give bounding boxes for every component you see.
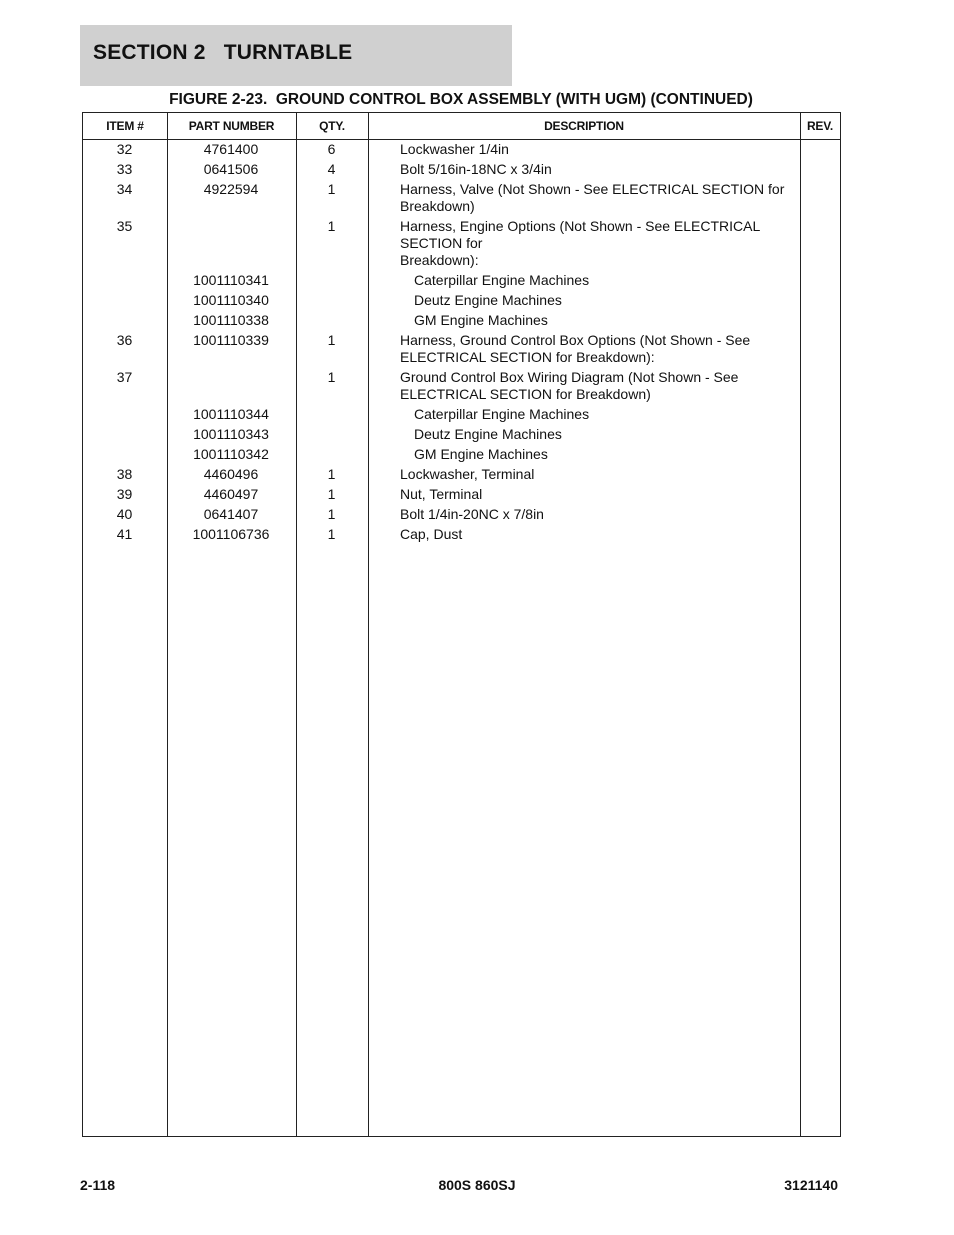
table-row	[83, 332, 840, 369]
description: Bolt 1/4in-20NC x 7/8in	[400, 506, 544, 522]
quantity: 1	[327, 332, 336, 348]
part-number: 1001110344	[193, 406, 269, 422]
part-number: 1001106736	[192, 526, 270, 542]
description: Deutz Engine Machines	[414, 292, 562, 308]
item-number: 36	[116, 332, 133, 348]
table-row	[83, 446, 840, 466]
table-row	[83, 181, 840, 218]
table-row	[83, 272, 840, 292]
figure-title: FIGURE 2-23. GROUND CONTROL BOX ASSEMBLY (WITH UGM) (CONTINUED)	[169, 91, 753, 108]
item-number: 37	[116, 369, 133, 385]
page-number: 2-118	[80, 1177, 116, 1193]
part-number: 4922594	[203, 181, 259, 197]
table-row	[83, 141, 840, 161]
description: Harness, Engine Options (Not Shown - See ELECTRICAL SECTION for Breakdown):	[400, 218, 761, 268]
item-number: 39	[116, 486, 133, 502]
description: Lockwasher, Terminal	[400, 466, 535, 482]
column-header-qty: QTY.	[319, 119, 345, 133]
quantity: 4	[327, 161, 336, 177]
quantity: 1	[327, 526, 336, 542]
column-header-item: ITEM #	[106, 119, 144, 133]
item-number: 35	[116, 218, 133, 234]
table-row	[83, 526, 840, 546]
part-number: 1001110342	[193, 446, 269, 462]
table-row	[83, 369, 840, 406]
part-number: 0641407	[203, 506, 259, 522]
table-row	[83, 406, 840, 426]
description: Caterpillar Engine Machines	[414, 406, 590, 422]
table-row	[83, 506, 840, 526]
description: Ground Control Box Wiring Diagram (Not Shown - See ELECTRICAL SECTION for Breakdown)	[400, 369, 739, 402]
description: Harness, Valve (Not Shown - See ELECTRICAL SECTION for Breakdown)	[400, 181, 785, 214]
part-number: 1001110339	[193, 332, 269, 348]
item-number: 32	[116, 141, 133, 157]
description: Cap, Dust	[400, 526, 463, 542]
description: Deutz Engine Machines	[414, 426, 562, 442]
quantity: 1	[327, 466, 336, 482]
quantity: 1	[327, 486, 336, 502]
table-row	[83, 292, 840, 312]
column-header-description: DESCRIPTION	[544, 119, 624, 133]
table-row	[83, 218, 840, 272]
table-row	[83, 486, 840, 506]
description: Nut, Terminal	[400, 486, 483, 502]
quantity: 1	[327, 218, 336, 234]
table-row	[83, 426, 840, 446]
table-row	[83, 161, 840, 181]
document-number: 3121140	[784, 1177, 838, 1193]
table-body	[83, 141, 840, 546]
part-number: 1001110338	[193, 312, 269, 328]
table-row	[83, 312, 840, 332]
quantity: 6	[327, 141, 336, 157]
item-number: 38	[116, 466, 133, 482]
description: Bolt 5/16in-18NC x 3/4in	[400, 161, 552, 177]
table-row	[83, 466, 840, 486]
description: Lockwasher 1/4in	[400, 141, 509, 157]
part-number: 0641506	[203, 161, 259, 177]
description: GM Engine Machines	[414, 446, 548, 462]
part-number: 4460496	[203, 466, 259, 482]
item-number: 34	[116, 181, 133, 197]
quantity: 1	[327, 369, 336, 385]
item-number: 33	[116, 161, 133, 177]
part-number: 4460497	[203, 486, 259, 502]
part-number: 1001110343	[193, 426, 269, 442]
section-banner	[80, 25, 512, 86]
column-header-part-number: PART NUMBER	[188, 119, 275, 133]
quantity: 1	[327, 506, 336, 522]
part-number: 4761400	[203, 141, 259, 157]
part-number: 1001110341	[193, 272, 269, 288]
section-title: SECTION 2 TURNTABLE	[93, 41, 353, 64]
column-header-rev: REV.	[806, 119, 834, 133]
description: Harness, Ground Control Box Options (Not Shown - See ELECTRICAL SECTION for Breakdown):	[400, 332, 751, 365]
item-number: 40	[116, 506, 133, 522]
description: GM Engine Machines	[414, 312, 548, 328]
model-number: 800S 860SJ	[438, 1177, 516, 1193]
description: Caterpillar Engine Machines	[414, 272, 590, 288]
part-number: 1001110340	[193, 292, 269, 308]
item-number: 41	[116, 526, 133, 542]
header-divider	[83, 139, 840, 140]
quantity: 1	[327, 181, 336, 197]
parts-table	[82, 112, 841, 1137]
